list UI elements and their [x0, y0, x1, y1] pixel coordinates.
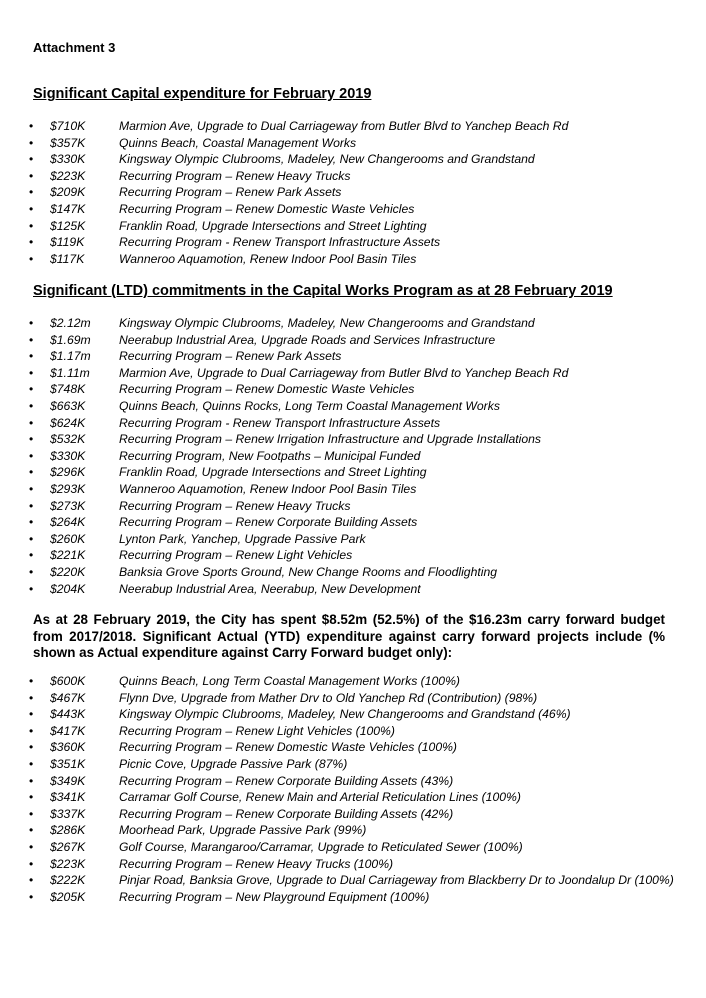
bullet-icon: •: [29, 201, 34, 216]
item-description: Moorhead Park, Upgrade Passive Park (99%): [119, 823, 367, 838]
bullet-icon: •: [29, 756, 34, 771]
item-description: Recurring Program – Renew Light Vehicles (100%): [119, 723, 395, 738]
item-description: Recurring Program - Renew Transport Infrastructure Assets: [119, 415, 441, 430]
item-amount: $337K: [50, 806, 86, 821]
item-description: Recurring Program – Renew Irrigation Infrastructure and Upgrade Installations: [119, 432, 542, 447]
bullet-icon: •: [29, 135, 34, 150]
item-description: Recurring Program – Renew Corporate Building Assets (43%): [119, 773, 454, 788]
section1-heading: Significant Capital expenditure for February 2019: [33, 86, 372, 102]
bullet-icon: •: [29, 382, 34, 397]
bullet-icon: •: [29, 564, 34, 579]
item-description: Recurring Program – Renew Domestic Waste Vehicles (100%): [119, 740, 457, 755]
bullet-icon: •: [29, 152, 34, 167]
item-amount: $532K: [50, 432, 86, 447]
bullet-icon: •: [29, 185, 34, 200]
bullet-icon: •: [29, 432, 34, 447]
bullet-icon: •: [29, 481, 34, 496]
item-description: Carramar Golf Course, Renew Main and Arterial Reticulation Lines (100%): [119, 790, 521, 805]
item-description: Recurring Program – Renew Domestic Waste Vehicles: [119, 201, 415, 216]
bullet-icon: •: [29, 515, 34, 530]
bullet-icon: •: [29, 889, 34, 904]
bullet-icon: •: [29, 674, 34, 688]
item-amount: $147K: [50, 201, 86, 216]
bullet-icon: •: [29, 740, 34, 755]
item-amount: $330K: [50, 152, 86, 167]
item-description: Wanneroo Aquamotion, Renew Indoor Pool Basin Tiles: [119, 251, 417, 266]
item-amount: $296K: [50, 465, 86, 480]
item-amount: $349K: [50, 773, 86, 788]
item-amount: $748K: [50, 382, 86, 397]
item-description: Lynton Park, Yanchep, Upgrade Passive Park: [119, 531, 366, 546]
bullet-icon: •: [29, 398, 34, 413]
attachment-label: Attachment 3: [33, 40, 116, 55]
item-amount: $600K: [50, 674, 86, 688]
item-amount: $663K: [50, 398, 86, 413]
item-amount: $293K: [50, 481, 86, 496]
item-amount: $467K: [50, 690, 86, 705]
item-amount: $221K: [50, 548, 86, 563]
item-amount: $330K: [50, 448, 86, 463]
item-description: Recurring Program – Renew Corporate Building Assets: [119, 515, 418, 530]
item-description: Wanneroo Aquamotion, Renew Indoor Pool Basin Tiles: [119, 481, 417, 496]
bullet-icon: •: [29, 332, 34, 347]
item-amount: $443K: [50, 707, 86, 722]
item-description: Banksia Grove Sports Ground, New Change Rooms and Floodlighting: [119, 564, 498, 579]
item-description: Recurring Program – Renew Heavy Trucks (100%): [119, 856, 394, 871]
item-description: Kingsway Olympic Clubrooms, Madeley, New Changerooms and Grandstand: [119, 152, 535, 167]
item-amount: $360K: [50, 740, 86, 755]
bullet-icon: •: [29, 235, 34, 250]
item-amount: $357K: [50, 135, 86, 150]
item-amount: $125K: [50, 218, 86, 233]
item-description: Quinns Beach, Long Term Coastal Management Works (100%): [119, 674, 460, 688]
item-description: Recurring Program – Renew Park Assets: [119, 185, 342, 200]
bullet-icon: •: [29, 415, 34, 430]
item-amount: $1.69m: [50, 332, 91, 347]
item-description: Recurring Program – Renew Corporate Building Assets (42%): [119, 806, 454, 821]
item-description: Franklin Road, Upgrade Intersections and Street Lighting: [119, 465, 427, 480]
item-description: Kingsway Olympic Clubrooms, Madeley, New Changerooms and Grandstand (46%): [119, 707, 571, 722]
item-amount: $1.11m: [50, 365, 90, 380]
item-amount: $351K: [50, 756, 86, 771]
item-amount: $223K: [50, 168, 86, 183]
item-description: Recurring Program – New Playground Equipment (100%): [119, 889, 430, 904]
bullet-icon: •: [29, 690, 34, 705]
item-description: Recurring Program – Renew Heavy Trucks: [119, 168, 351, 183]
item-amount: $417K: [50, 723, 86, 738]
item-description: Recurring Program - Renew Transport Infrastructure Assets: [119, 235, 441, 250]
carry-forward-paragraph: As at 28 February 2019, the City has spent $8.52m (52.5%) of the $16.23m carry forward budget from 2017/2018. Significant Actual (YTD) expenditure against carry forward projects include (% shown as Actual expenditure against Carry Forward budget only):: [33, 612, 665, 660]
item-amount: $624K: [50, 415, 86, 430]
item-description: Franklin Road, Upgrade Intersections and Street Lighting: [119, 218, 427, 233]
bullet-icon: •: [29, 498, 34, 513]
item-amount: $222K: [50, 873, 86, 888]
bullet-icon: •: [29, 723, 34, 738]
bullet-icon: •: [29, 251, 34, 266]
item-description: Flynn Dve, Upgrade from Mather Drv to Old Yanchep Rd (Contribution) (98%): [119, 690, 538, 705]
item-description: Recurring Program – Renew Heavy Trucks: [119, 498, 351, 513]
section2-heading: Significant (LTD) commitments in the Capital Works Program as at 28 February 2019: [33, 283, 613, 299]
bullet-icon: •: [29, 119, 34, 133]
bullet-icon: •: [29, 581, 34, 596]
item-description: Neerabup Industrial Area, Neerabup, New Development: [119, 581, 421, 596]
bullet-icon: •: [29, 448, 34, 463]
bullet-icon: •: [29, 548, 34, 563]
item-description: Quinns Beach, Quinns Rocks, Long Term Coastal Management Works: [119, 398, 500, 413]
item-description: Picnic Cove, Upgrade Passive Park (87%): [119, 756, 348, 771]
item-amount: $2.12m: [50, 316, 91, 330]
item-description: Recurring Program – Renew Light Vehicles: [119, 548, 353, 563]
bullet-icon: •: [29, 349, 34, 364]
item-amount: $710K: [50, 119, 86, 133]
bullet-icon: •: [29, 365, 34, 380]
item-description: Recurring Program, New Footpaths – Municipal Funded: [119, 448, 421, 463]
item-amount: $223K: [50, 856, 86, 871]
item-description: Golf Course, Marangaroo/Carramar, Upgrade to Reticulated Sewer (100%): [119, 839, 523, 854]
item-amount: $209K: [50, 185, 86, 200]
item-amount: $260K: [50, 531, 86, 546]
bullet-icon: •: [29, 873, 34, 888]
item-description: Neerabup Industrial Area, Upgrade Roads and Services Infrastructure: [119, 332, 496, 347]
bullet-icon: •: [29, 790, 34, 805]
item-amount: $341K: [50, 790, 86, 805]
item-amount: $286K: [50, 823, 86, 838]
item-amount: $205K: [50, 889, 86, 904]
item-amount: $119K: [50, 235, 85, 250]
item-description: Marmion Ave, Upgrade to Dual Carriageway from Butler Blvd to Yanchep Beach Rd: [119, 119, 569, 133]
bullet-icon: •: [29, 839, 34, 854]
item-description: Recurring Program – Renew Domestic Waste Vehicles: [119, 382, 415, 397]
bullet-icon: •: [29, 856, 34, 871]
item-description: Recurring Program – Renew Park Assets: [119, 349, 342, 364]
item-description: Pinjar Road, Banksia Grove, Upgrade to Dual Carriageway from Blackberry Dr to Joondalup Dr (100%): [119, 873, 674, 888]
item-amount: $220K: [50, 564, 86, 579]
bullet-icon: •: [29, 531, 34, 546]
item-amount: $273K: [50, 498, 86, 513]
item-amount: $1.17m: [50, 349, 91, 364]
item-description: Quinns Beach, Coastal Management Works: [119, 135, 357, 150]
bullet-icon: •: [29, 465, 34, 480]
bullet-icon: •: [29, 773, 34, 788]
bullet-icon: •: [29, 168, 34, 183]
item-amount: $267K: [50, 839, 86, 854]
item-description: Marmion Ave, Upgrade to Dual Carriageway from Butler Blvd to Yanchep Beach Rd: [119, 365, 569, 380]
item-amount: $117K: [50, 251, 85, 266]
item-amount: $204K: [50, 581, 86, 596]
bullet-icon: •: [29, 806, 34, 821]
bullet-icon: •: [29, 218, 34, 233]
item-amount: $264K: [50, 515, 86, 530]
bullet-icon: •: [29, 823, 34, 838]
item-description: Kingsway Olympic Clubrooms, Madeley, New Changerooms and Grandstand: [119, 316, 535, 330]
bullet-icon: •: [29, 707, 34, 722]
bullet-icon: •: [29, 316, 34, 330]
